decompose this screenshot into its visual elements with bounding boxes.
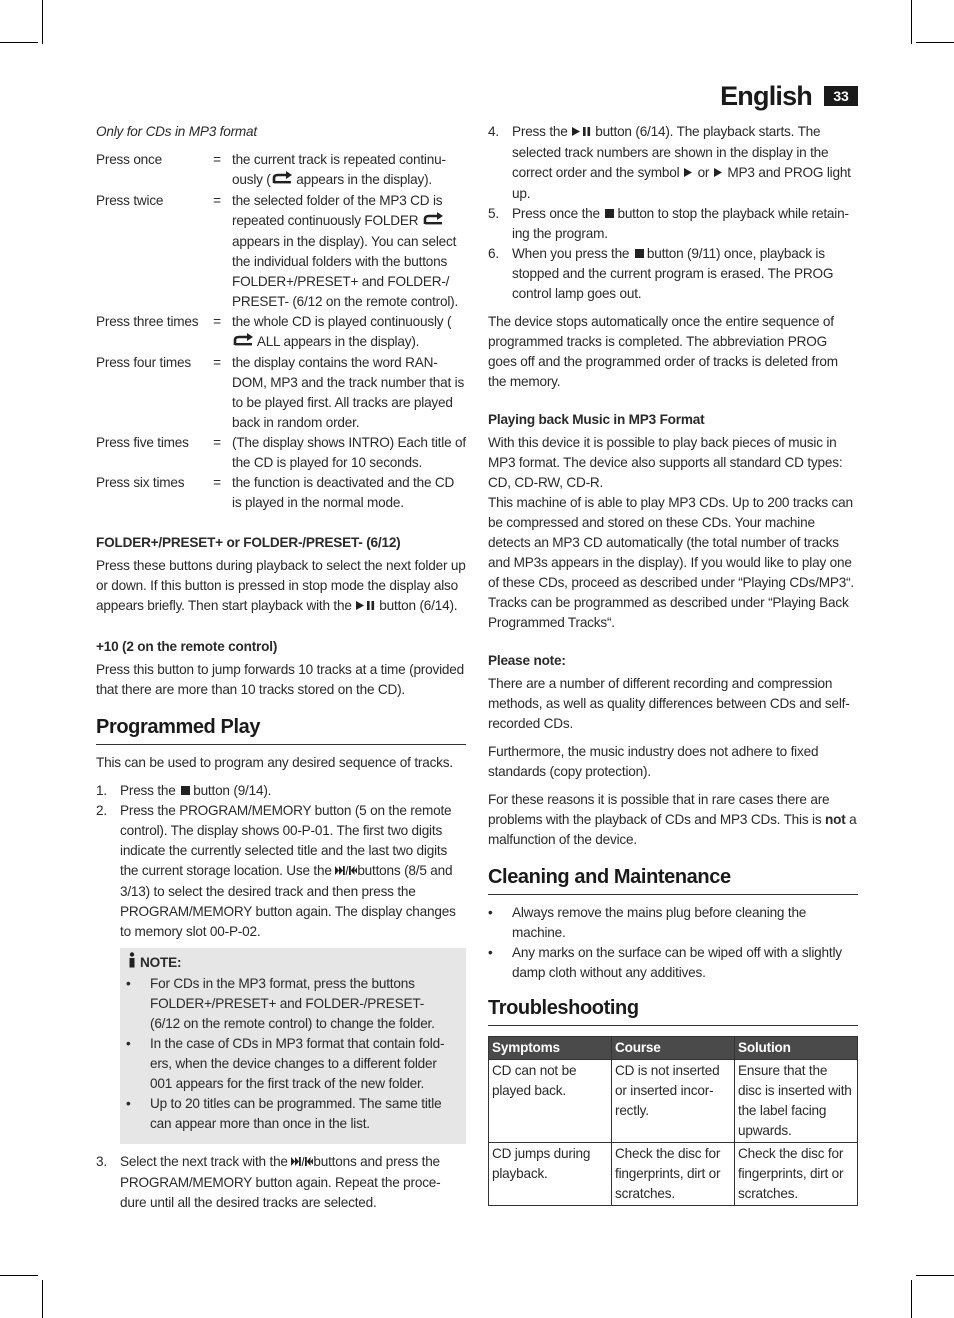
list-item: 4. Press the button (6/14). The playback starts. The selected track numbers are shown in the display in the correct order and the symbol or MP3 and PROG light up. <box>488 124 851 201</box>
repeat-icon <box>232 333 254 353</box>
cleaning-title: Cleaning and Maintenance <box>488 864 858 895</box>
crop-mark <box>911 1280 912 1318</box>
page-number: 33 <box>824 86 858 106</box>
mp3-text-2: This machine of is able to play MP3 CDs. Up to 200 tracks can be compressed and stored on these CDs. Your machine detects an MP3 CD automatically (the total number of tracks and MP3s appears in the display). If you would like to play one of these CDs, proceed as described under “Playing CDs/MP3“. Tracks can be programmed as described under “Playing Back Programmed Tracks“. <box>488 495 854 630</box>
programmed-play-title: Programmed Play <box>96 714 466 745</box>
press-key: Press once <box>96 152 163 167</box>
header-language: English <box>720 81 812 111</box>
crop-mark <box>42 0 43 44</box>
list-item: • For CDs in the MP3 format, press the buttons FOLDER+/PRESET+ and FOLDER-/PRESET- (6/12 on the remote control) to change the folder. <box>126 976 435 1031</box>
press-key: Press three times <box>96 314 199 329</box>
repeat-icon <box>422 212 444 232</box>
programmed-steps-right <box>488 122 858 304</box>
note-paragraph-1: There are a number of different recording and compression methods, as well as quality differences between CDs and self-recorded CDs. <box>488 676 850 731</box>
please-note-heading: Please note: <box>488 653 566 668</box>
stop-icon <box>635 249 644 258</box>
press-description: the whole CD is played continuously ( ALL appears in the display). <box>232 312 466 353</box>
list-item: • Up to 20 titles can be programmed. The same title can appear more than once in the list. <box>126 1096 442 1131</box>
crop-mark <box>42 1280 43 1318</box>
press-equals: = <box>213 314 221 329</box>
press-equals: = <box>213 475 221 490</box>
crop-mark <box>0 42 38 43</box>
stop-icon <box>181 786 190 795</box>
press-description: the display contains the word RAN-DOM, MP3 and the track number that is to be played first. All tracks are played back in random order. <box>232 355 465 430</box>
column-header-solution: Solution <box>735 1037 858 1060</box>
mp3-caption: Only for CDs in MP3 format <box>96 124 257 139</box>
table-row <box>489 1143 858 1206</box>
table-cell: CD is not inserted or inserted incor-rectly. <box>612 1060 735 1143</box>
table-cell: CD jumps during playback. <box>489 1143 612 1206</box>
table-header-row <box>489 1037 858 1060</box>
folder-text: Press these buttons during playback to select the next folder up or down. If this button is pressed in stop mode the display also appears briefly. Then start playback with the button (6/14). <box>96 556 466 617</box>
note-paragraph-3: For these reasons it is possible that in rare cases there are problems with the playback of CDs and MP3 CDs. This is not a malfunction of the device. <box>488 792 857 847</box>
press-key: Press five times <box>96 435 189 450</box>
play-pause-icon <box>571 123 595 143</box>
play-icon <box>713 164 724 184</box>
list-item: 3. Select the next track with the buttons and press the PROGRAM/MEMORY button again. Repeat the proce-dure until all the desired tracks are selected. <box>96 1154 441 1210</box>
press-row <box>96 191 466 312</box>
mp3-text-1: With this device it is possible to play back pieces of music in MP3 format. The device also supports all standard CD types: CD, CD-RW, CD-R. <box>488 435 843 490</box>
press-key: Press four times <box>96 355 192 370</box>
cleaning-list <box>488 903 858 983</box>
note-paragraph-2: Furthermore, the music industry does not adhere to fixed standards (copy protection). <box>488 744 819 779</box>
column-header-symptoms: Symptoms <box>489 1037 612 1060</box>
press-row <box>96 433 466 473</box>
play-icon <box>683 164 694 184</box>
list-item: 5. Press once the button to stop the playback while retain-ing the program. <box>488 206 849 241</box>
skip-next-prev-icon <box>335 862 357 882</box>
info-icon <box>126 952 138 974</box>
table-cell: Check the disc for fingerprints, dirt or scratches. <box>612 1143 735 1206</box>
crop-mark <box>916 42 954 43</box>
press-equals: = <box>213 435 221 450</box>
note-list <box>126 974 456 1134</box>
press-key: Press twice <box>96 193 164 208</box>
list-item: 6. When you press the button (9/11) once, playback is stopped and the current program is erased. The PROG control lamp goes out. <box>488 246 834 301</box>
plus10-heading: +10 (2 on the remote control) <box>96 639 278 654</box>
programmed-intro: This can be used to program any desired sequence of tracks. <box>96 755 453 770</box>
programmed-steps-continued <box>96 1152 466 1213</box>
page-header <box>720 81 858 111</box>
note-title: NOTE: <box>126 952 456 974</box>
stop-icon <box>605 209 614 218</box>
press-row <box>96 473 466 513</box>
table-cell: CD can not be played back. <box>489 1060 612 1143</box>
repeat-icon <box>271 171 293 191</box>
press-description: the selected folder of the MP3 CD is repeated continuously FOLDER appears in the display). You can select the individual folders with the buttons FOLDER+/PRESET+ and FOLDER-/ PRESET- (6/12 on the remote control). <box>232 193 459 309</box>
press-row <box>96 353 466 433</box>
list-item: 1. Press the button (9/14). <box>96 783 272 798</box>
press-description: the current track is repeated continu-ously ( appears in the display). <box>232 150 466 191</box>
skip-next-prev-icon <box>291 1153 313 1173</box>
press-equals: = <box>213 152 221 167</box>
crop-mark <box>911 0 912 44</box>
press-description: the function is deactivated and the CD is played in the normal mode. <box>232 475 455 510</box>
right-column <box>488 122 858 1206</box>
table-cell: Check the disc for fingerprints, dirt or scratches. <box>735 1143 858 1206</box>
column-header-course: Course <box>612 1037 735 1060</box>
press-table <box>96 150 466 513</box>
press-row <box>96 150 466 191</box>
troubleshooting-table <box>488 1036 858 1206</box>
table-cell: Ensure that the disc is inserted with the label facing upwards. <box>735 1060 858 1143</box>
list-item: • Any marks on the surface can be wiped off with a slightly damp cloth without any additives. <box>488 945 842 980</box>
programmed-steps <box>96 781 466 942</box>
list-item: • Always remove the mains plug before cleaning the machine. <box>488 905 807 940</box>
crop-mark <box>0 1275 38 1276</box>
left-column <box>96 122 466 1219</box>
table-row <box>489 1060 858 1143</box>
play-pause-icon <box>355 597 379 617</box>
press-equals: = <box>213 355 221 370</box>
auto-stop-text: The device stops automatically once the entire sequence of programmed tracks is completed. The abbreviation PROG goes off and the programmed order of tracks is deleted from the memory. <box>488 314 838 389</box>
troubleshooting-title: Troubleshooting <box>488 995 858 1026</box>
folder-heading: FOLDER+/PRESET+ or FOLDER-/PRESET- (6/12) <box>96 535 401 550</box>
press-equals: = <box>213 193 221 208</box>
press-row <box>96 312 466 353</box>
mp3-heading: Playing back Music in MP3 Format <box>488 412 705 427</box>
crop-mark <box>916 1275 954 1276</box>
press-description: (The display shows INTRO) Each title of the CD is played for 10 seconds. <box>232 435 466 470</box>
note-box <box>120 948 466 1144</box>
list-item: 2. Press the PROGRAM/MEMORY button (5 on the remote control). The display shows 00-P-01. The first two digits indicate the currently selected title and the last two digits the current storage location. Use the buttons (8/5 and 3/13) to select the desired track and then press the PROGRAM/MEMORY button again. The display changes to memory slot 00-P-02. <box>96 803 456 939</box>
press-key: Press six times <box>96 475 185 490</box>
list-item: • In the case of CDs in MP3 format that contain fold-ers, when the device changes to a different folder 001 appears for the first track of the new folder. <box>126 1036 445 1091</box>
plus10-text: Press this button to jump forwards 10 tracks at a time (provided that there are more than 10 tracks stored on the CD). <box>96 662 464 697</box>
